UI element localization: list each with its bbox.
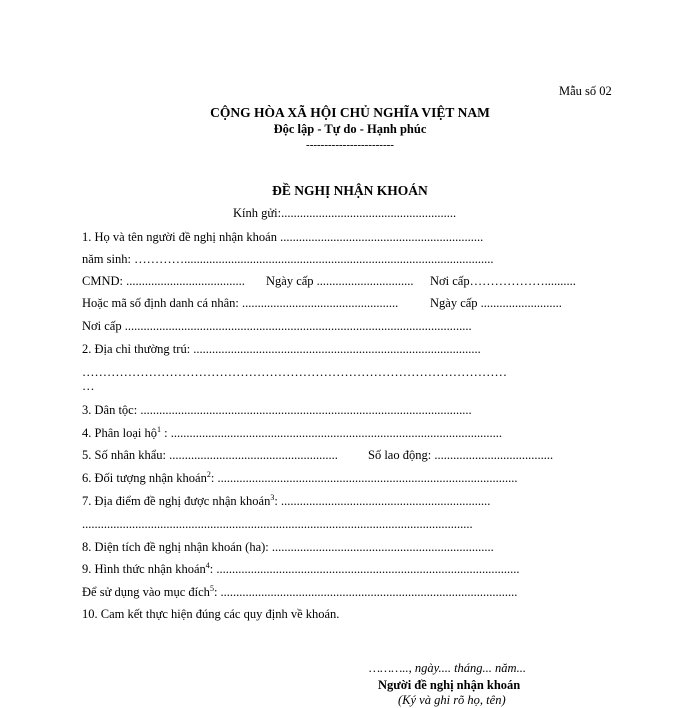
field-address-continued: ………………………………………………………………………………………… [82,365,507,379]
footnote-1-marker: 1 [157,424,161,434]
form-number: Mẫu số 02 [559,84,612,98]
field-contract-location: 7. Địa điểm đề nghị được nhận khoán$^3$: ................................................................... [82,492,491,508]
field-cmnd-issue-date: Ngày cấp ............................... [266,274,414,288]
signature-note: (Ký và ghi rõ họ, tên) [398,693,506,707]
field-area-ha: 8. Diện tích đề nghị nhận khoán (ha): ....................................................................... [82,540,494,554]
field-full-name: 1. Họ và tên người đề nghị nhận khoán ................................................................. [82,230,484,244]
field-id-issue-date: Ngày cấp .......................... [430,296,562,310]
field-labor-count: Số lao động: ...................................... [368,448,554,462]
field-issue-place: Nơi cấp ............................................................................................................... [82,319,472,333]
footnote-4-marker: 4 [205,560,210,570]
country-name: CỘNG HÒA XÃ HỘI CHỦ NGHĨA VIỆT NAM [210,105,490,120]
signature-date-line: ……….., ngày.... tháng... năm... [369,661,526,675]
field-cmnd-issue-place: Nơi cấp……………….......... [430,274,576,288]
field-contract-form: 9. Hình thức nhận khoán$^4$: ................................................................................................. [82,560,520,576]
footnote-5-marker: 5 [209,583,214,593]
field-personal-id-code: Hoặc mã số định danh cá nhân: .................................................. [82,296,399,310]
national-motto: Độc lập - Tự do - Hạnh phúc [273,122,427,136]
field-birth-year: năm sinh: …………................................................................................................... [82,252,494,266]
field-location-continued: ............................................................................................................................. [82,517,473,531]
field-cmnd: CMND: ...................................... [82,274,245,288]
field-household-type: 4. Phân loại hộ$^1$ : .......................................................................................................... [82,424,502,440]
motto-underline: ------------------------ [306,139,394,151]
field-permanent-address: 2. Địa chỉ thường trú: ............................................................................................ [82,342,481,356]
field-household-members: 5. Số nhân khẩu: ...................................................... [82,448,338,462]
field-ethnicity: 3. Dân tộc: .......................................................................................................... [82,403,472,417]
recipient-line: Kính gửi:........................................................ [233,206,457,220]
footnote-2-marker: 2 [206,469,211,479]
signer-title: Người đề nghị nhận khoán [378,678,521,692]
footnote-3-marker: 3 [270,492,275,502]
field-address-continued-end: … [82,379,95,393]
commitment-statement: 10. Cam kết thực hiện đúng các quy định về khoán. [82,607,340,621]
field-contractor-type: 6. Đối tượng nhận khoán$^2$: ................................................................................................ [82,469,518,485]
field-usage-purpose: Để sử dụng vào mục đích$^5$: ............................................................................................... [82,583,518,599]
document-title: ĐỀ NGHỊ NHẬN KHOÁN [272,183,428,198]
